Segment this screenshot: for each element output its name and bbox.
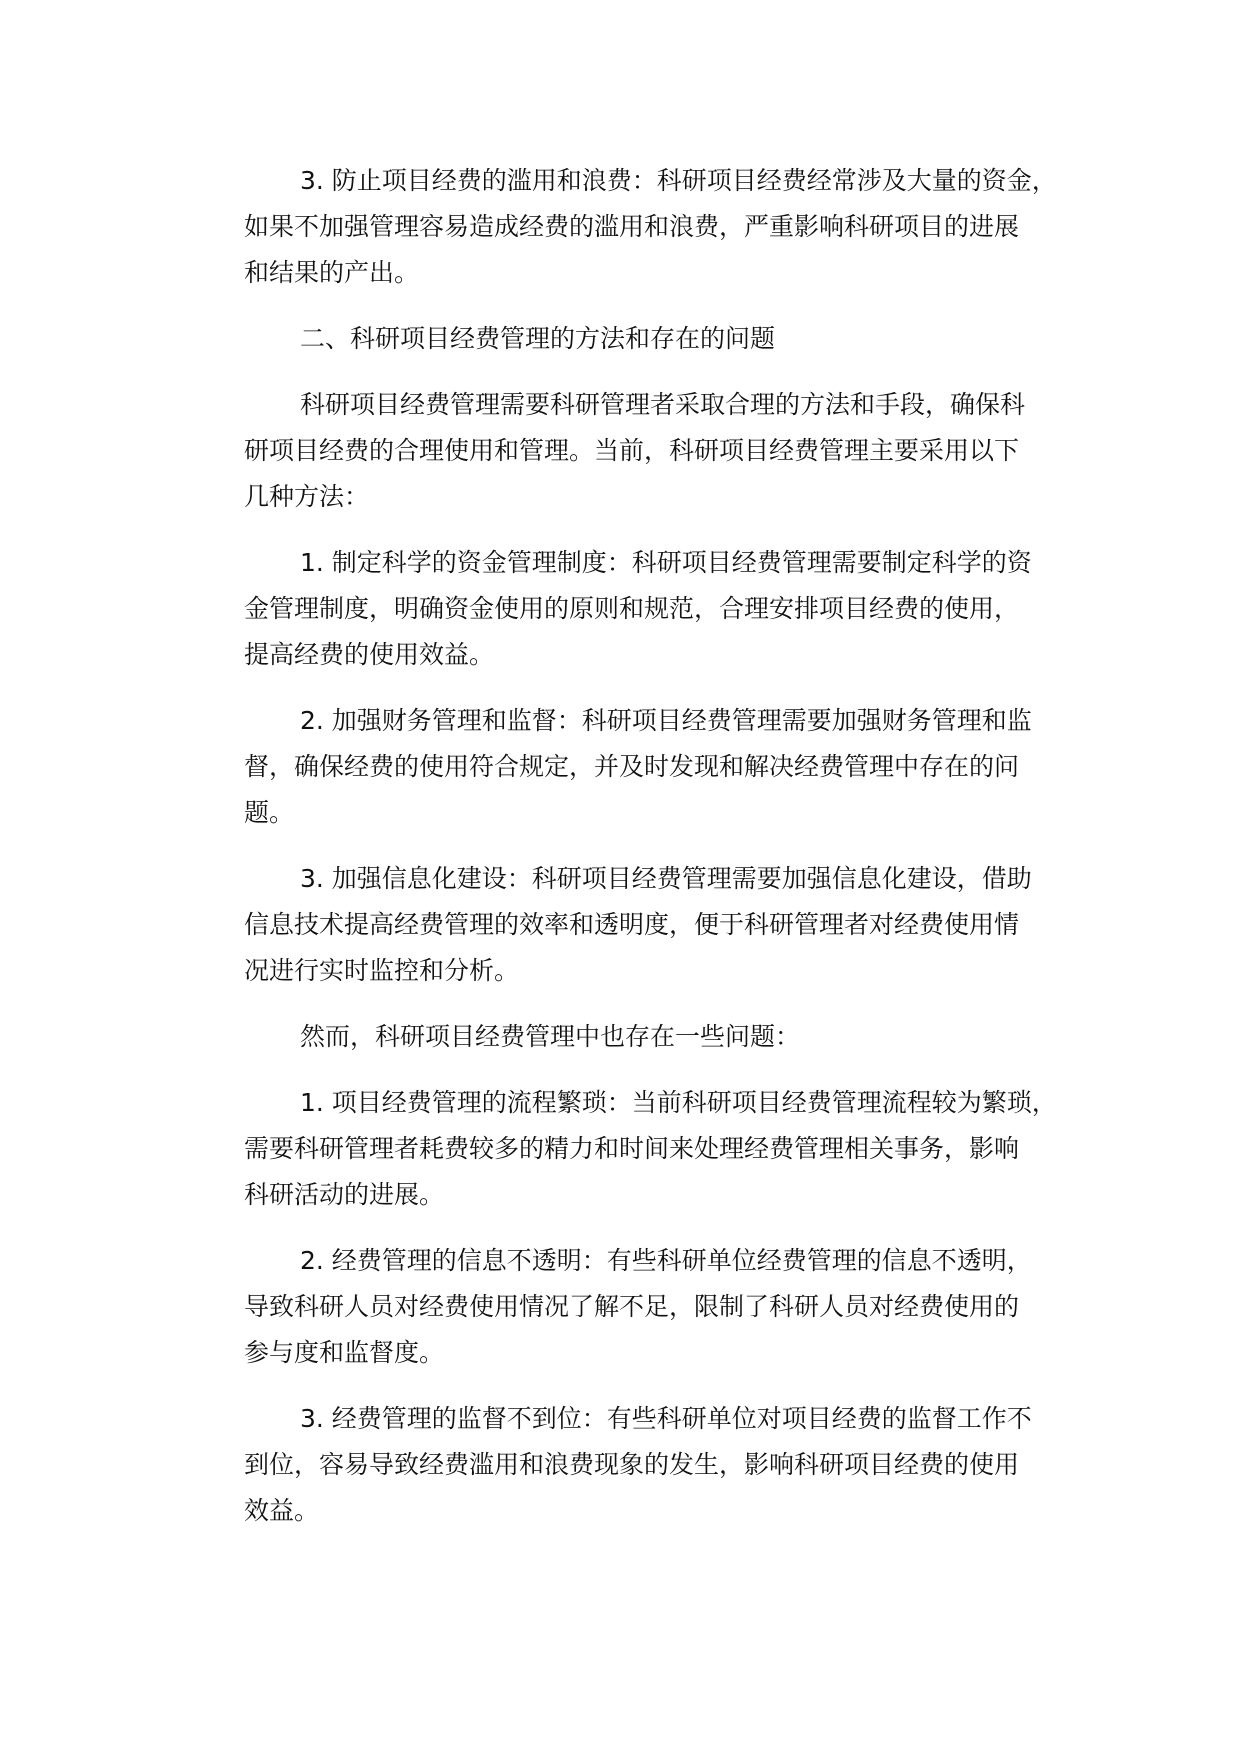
paragraph-problem-1: [188, 1080, 1088, 1218]
paragraph-problems-intro: [188, 1014, 1088, 1060]
paragraph-line: 信息技术提高经费管理的效率和透明度，便于科研管理者对经费使用情: [244, 910, 1020, 939]
paragraph-problem-2: [188, 1238, 1088, 1376]
paragraph-line: 提高经费的使用效益。: [244, 640, 495, 669]
paragraph-line: 然而，科研项目经费管理中也存在一些问题：: [300, 1022, 801, 1051]
section-heading-text: 二、科研项目经费管理的方法和存在的问题: [300, 324, 776, 353]
paragraph-line: 研项目经费的合理使用和管理。当前，科研项目经费管理主要采用以下: [244, 436, 1020, 465]
paragraph-line: 效益。: [244, 1496, 320, 1525]
paragraph-line: 2. 加强财务管理和监督：科研项目经费管理需要加强财务管理和监: [300, 706, 1032, 735]
paragraph-line: 1. 制定科学的资金管理制度：科研项目经费管理需要制定科学的资: [300, 548, 1032, 577]
paragraph-line: 参与度和监督度。: [244, 1338, 445, 1367]
paragraph-line: 3. 加强信息化建设：科研项目经费管理需要加强信息化建设，借助: [300, 864, 1032, 893]
paragraph-line: 2. 经费管理的信息不透明：有些科研单位经费管理的信息不透明，: [300, 1246, 1032, 1275]
paragraph-line: 督，确保经费的使用符合规定，并及时发现和解决经费管理中存在的问: [244, 752, 1020, 781]
paragraph-line: 科研活动的进展。: [244, 1180, 445, 1209]
paragraph-problem-3: [188, 1396, 1088, 1534]
paragraph-intro-methods: [188, 382, 1088, 520]
paragraph-line: 科研项目经费管理需要科研管理者采取合理的方法和手段，确保科: [300, 390, 1026, 419]
paragraph-line: 到位，容易导致经费滥用和浪费现象的发生，影响科研项目经费的使用: [244, 1450, 1020, 1479]
paragraph-line: 1. 项目经费管理的流程繁琐：当前科研项目经费管理流程较为繁琐，: [300, 1088, 1057, 1117]
paragraph-line: 需要科研管理者耗费较多的精力和时间来处理经费管理相关事务，影响: [244, 1134, 1020, 1163]
document-body: [188, 158, 1088, 1554]
paragraph-line: 金管理制度，明确资金使用的原则和规范，合理安排项目经费的使用，: [244, 594, 1020, 623]
paragraph-line: 和结果的产出。: [244, 258, 420, 287]
paragraph-line: 几种方法：: [244, 482, 370, 511]
paragraph-line: 况进行实时监控和分析。: [244, 956, 520, 985]
paragraph-line: 导致科研人员对经费使用情况了解不足，限制了科研人员对经费使用的: [244, 1292, 1020, 1321]
paragraph-line: 如果不加强管理容易造成经费的滥用和浪费，严重影响科研项目的进展: [244, 212, 1020, 241]
paragraph-method-2: [188, 698, 1088, 836]
paragraph-line: 题。: [244, 798, 295, 827]
paragraph-line: 3. 经费管理的监督不到位：有些科研单位对项目经费的监督工作不: [300, 1404, 1032, 1433]
paragraph-line: 3. 防止项目经费的滥用和浪费：科研项目经费经常涉及大量的资金，: [300, 166, 1057, 195]
paragraph-method-1: [188, 540, 1088, 678]
paragraph-prevent-misuse: [188, 158, 1088, 296]
section-heading: [188, 316, 1088, 362]
paragraph-method-3: [188, 856, 1088, 994]
